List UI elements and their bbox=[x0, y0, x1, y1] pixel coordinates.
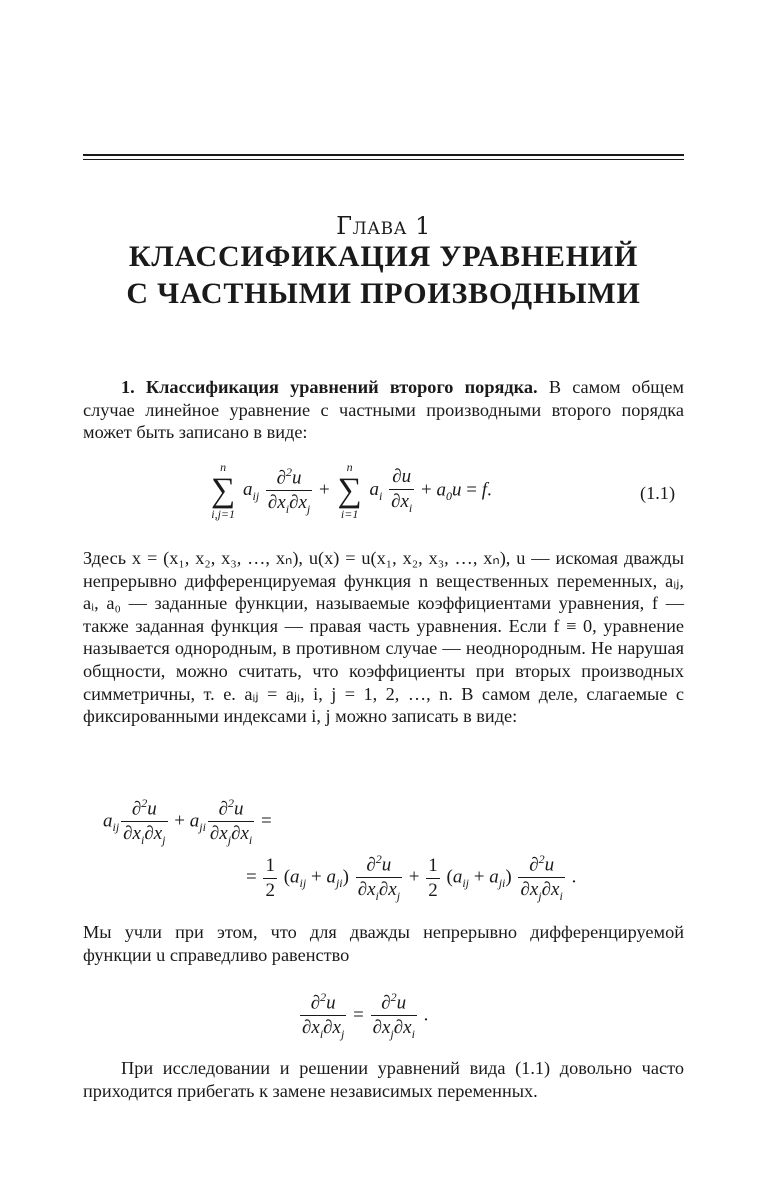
equation-mixed-derivatives: $\frac{\partial^2u}{\partial x_i\partial x_j}$ = $\frac{\partial^2u}{\partial x_j\partial x_i}$ . bbox=[302, 990, 429, 1042]
sum-symbol-1: n ∑ i,j=1 bbox=[211, 460, 236, 521]
equation-symmetric-line1: $a_{ij}$ $\frac{\partial^2u}{\partial x_i\partial x_j}$ + $a_{ji}$ $\frac{\partial^2u}{\partial x_j\partial x_i}$ = bbox=[103, 796, 272, 848]
chapter-title-line2: С ЧАСТНЫМИ ПРОИЗВОДНЫМИ bbox=[126, 277, 641, 310]
paragraph-definitions: Здесь x = (x₁, x₂, x₃, …, xₙ), u(x) = u(x₁, x₂, x₃, …, xₙ), u — искомая дважды непрерывно дифференцируемая функция n вещественных переменных, aᵢⱼ, aᵢ, a₀ — заданные функции, называемые коэффициентами уравнения, f — также заданная функция — правая часть уравнения. Если f ≡ 0, уравнение называется однородным, в противном случае — неоднородным. Не нарушая общности, можно считать, что коэффициенты при вторых производных симметричны, т. е. aᵢⱼ = aⱼᵢ, i, j = 1, 2, …, n. В самом деле, слагаемые с фиксированными индексами i, j можно записать в виде: bbox=[83, 548, 684, 727]
paragraph-change-variables: При исследовании и решении уравнений вида (1.1) довольно часто приходится прибегать к замене независимых переменных. bbox=[83, 1058, 684, 1101]
section-intro-text: В самом общем случае линейное уравнение с частными производными второго порядка может быть записано в виде: bbox=[83, 377, 685, 443]
section-heading: 1. Классификация уравнений второго порядка. bbox=[121, 377, 538, 397]
equation-1-1: n ∑ i,j=1 $a_{ij}$ $\frac{\partial^2u}{\partial x_i\partial x_j}$ + n ∑ i=1 $a_i$ $\frac{\partial u}{\partial x_i}$ + $a_0u = f$. bbox=[211, 460, 492, 521]
equation-symmetric-line2: = $\frac{1}{2}$ $(a_{ij} + a_{ji})$ $\frac{\partial^2u}{\partial x_i\partial x_j}$ + $\frac{1}{2}$ $(a_{ij} + a_{ji})$ $\frac{\partial^2u}{\partial x_j\partial x_i}$ . bbox=[246, 852, 577, 904]
paragraph-equality-note: Мы учли при этом, что для дважды непрерывно дифференцируемой функции u справедливо равенство bbox=[83, 922, 684, 965]
sum-symbol-2: n ∑ i=1 bbox=[337, 460, 362, 521]
chapter-title-line1: КЛАССИФИКАЦИЯ УРАВНЕНИЙ bbox=[128, 240, 639, 273]
equation-number: (1.1) bbox=[640, 483, 676, 503]
section-intro-paragraph bbox=[83, 376, 684, 444]
chapter-label: Глава 1 bbox=[336, 212, 431, 240]
top-rule bbox=[83, 154, 684, 156]
top-rule-thin bbox=[83, 159, 684, 160]
